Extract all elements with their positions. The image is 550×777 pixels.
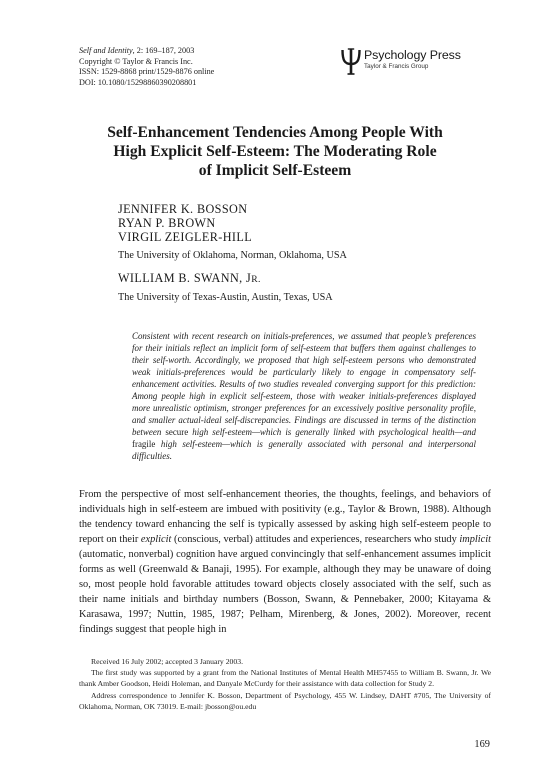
abstract-term: fragile <box>132 439 156 450</box>
author-name-main: WILLIAM B. SWANN, J <box>118 270 252 285</box>
publisher-group: Taylor & Francis Group <box>364 62 429 70</box>
author-name: VIRGIL ZEIGLER-HILL <box>118 230 253 245</box>
author-name <box>118 271 347 287</box>
support-note: The first study was supported by a grant from the National Institutes of Mental Health MH57455 to William B. Swann, Jr. We thank Amber Goodson, Heidi Holeman, and Danyale McCurdy for their assistance with data collection for Study 2. <box>79 668 491 689</box>
body-text: (conscious, verbal) attitudes and experiences, researchers who study <box>171 534 460 546</box>
journal-citation: , 2: 169–187, 2003 <box>132 46 195 55</box>
publisher-logo <box>340 47 490 79</box>
correspondence-note: Address correspondence to Jennifer K. Bosson, Department of Psychology, 455 W. Lindsey, DAHT #705, The University of Oklahoma, Norman, OK 73019. E-mail: jbosson@ou.edu <box>79 690 491 711</box>
body-paragraph <box>79 487 491 637</box>
publisher-name: Psychology Press <box>364 48 461 62</box>
article-title <box>60 123 490 181</box>
page-number: 169 <box>474 739 490 750</box>
doi-line: DOI: 10.1080/15298860390208801 <box>79 77 197 87</box>
author-name: RYAN P. BROWN <box>118 216 216 231</box>
title-line-3: of Implicit Self-Esteem <box>198 162 352 180</box>
journal-citation-line <box>79 46 214 57</box>
copyright-line: Copyright © Taylor & Francis Inc. <box>79 56 193 66</box>
abstract-term: secure <box>165 427 189 438</box>
abstract-text: Consistent with recent research on initials-preferences, we assumed that people’s preferences for their initials reflect an implicit form of self-esteem that buffers them against challenges to their self-worth. Accordingly, we proposed that high self-esteem persons who demonstrated weak initials-preferences would be particularly likely to engage in compensatory self-enhancement activities. Results of two studies revealed converging support for this prediction: Among people high in explicit self-esteem, those with weaker initials-preferences displayed more unrealistic optimism, stronger preferences for an excessively positive personality profile, and smaller actual-ideal self-discrepancies. Findings are discussed in terms of the distinction between <box>132 331 476 438</box>
body-text: (automatic, nonverbal) cognition have argued convincingly that self-enhancement assumes implicit forms as well (Greenwald & Banaji, 1995). For example, although they may be unaware of doing so, most people hold favorable attitudes toward objects closely associated with the self, such as their name initials and birthday numbers (Bosson, Swann, & Pennebaker, 2000; Kitayama & Karasawa, 1997; Nuttin, 1985, 1987; Pelham, Mirenberg, & Jones, 2002). Moreover, recent findings suggest that people high in <box>79 549 491 636</box>
author-block <box>118 202 347 304</box>
author-name-suffix: R. <box>251 273 261 285</box>
footnotes <box>79 656 491 712</box>
psi-logo-icon <box>340 47 362 75</box>
received-note: Received 16 July 2002; accepted 3 January 2003. <box>91 657 243 666</box>
title-line-1: Self-Enhancement Tendencies Among People With <box>107 124 443 141</box>
body-text: From the perspective of most self-enhancement theories, the thoughts, feelings, and behaviors of individuals high in self-esteem are imbued with positivity (e.g., Taylor & Brown, 1988). Although the tendency toward enhancing the self is typically assessed by asking high self-esteem people to report on their <box>79 489 491 546</box>
abstract-text: high self-esteem—which is generally linked with psychological health—and <box>188 427 476 438</box>
title-line-2: High Explicit Self-Esteem: The Moderating Role <box>113 143 437 161</box>
issn-line: ISSN: 1529-8868 print/1529-8876 online <box>79 67 215 77</box>
abstract-text: high self-esteem—which is generally associated with personal and interpersonal difficulties. <box>132 439 476 462</box>
journal-name: Self and Identity <box>79 46 133 55</box>
body-emphasis: implicit <box>459 534 491 546</box>
journal-metadata <box>79 46 214 88</box>
abstract <box>132 330 476 463</box>
author-name: JENNIFER K. BOSSON <box>118 202 248 216</box>
author-affiliation: The University of Oklahoma, Norman, Oklahoma, USA <box>118 249 347 261</box>
body-emphasis: explicit <box>140 534 172 546</box>
author-affiliation: The University of Texas-Austin, Austin, Texas, USA <box>118 291 333 303</box>
